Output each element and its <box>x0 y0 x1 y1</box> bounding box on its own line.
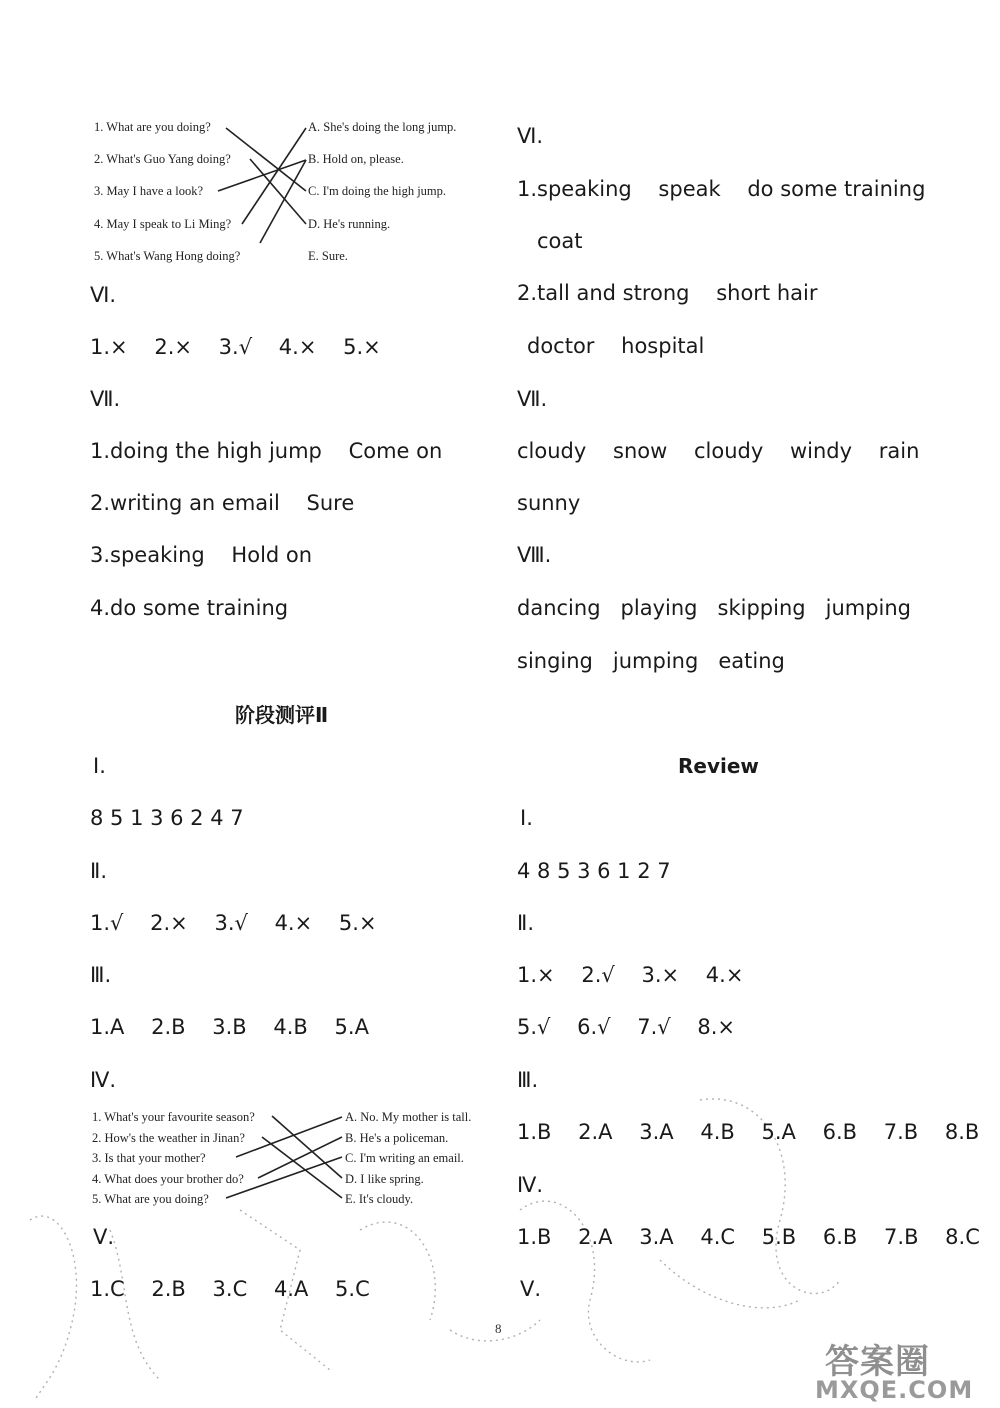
review-section-2-heading: Ⅱ. <box>517 911 535 935</box>
left-section-7-line-3: 3.speaking Hold on <box>90 543 313 567</box>
match1-left-1: 1. What are you doing? <box>94 120 211 134</box>
test2-title: 阶段测评Ⅱ <box>235 703 329 727</box>
left-section-7-line-2: 2.writing an email Sure <box>90 491 355 515</box>
review-section-5-heading: Ⅴ. <box>520 1277 542 1301</box>
test2-section-5-heading: Ⅴ. <box>93 1225 115 1249</box>
match1-left-2: 2. What's Guo Yang doing? <box>94 152 231 166</box>
watermark-url: MXQE.COM <box>815 1376 974 1404</box>
test2-section-5-answers: 1.C 2.B 3.C 4.A 5.C <box>90 1277 370 1301</box>
match2-left-1: 1. What's your favourite season? <box>92 1110 255 1124</box>
review-section-4-heading: Ⅳ. <box>517 1173 544 1197</box>
right-section-8-line-1: dancing playing skipping jumping <box>517 596 912 620</box>
match2-right-e: E. It's cloudy. <box>345 1192 414 1206</box>
match1-right-a: A. She's doing the long jump. <box>308 120 457 134</box>
match2-right-d: D. I like spring. <box>345 1172 424 1186</box>
match2-right-a: A. No. My mother is tall. <box>345 1110 472 1124</box>
review-section-2-line-1: 1.× 2.√ 3.× 4.× <box>517 963 744 987</box>
right-section-6-line-1: 1.speaking speak do some training <box>517 177 926 201</box>
match2-left-5: 5. What are you doing? <box>92 1192 209 1206</box>
match2-left-4: 4. What does your brother do? <box>92 1172 244 1186</box>
right-section-8-heading: Ⅷ. <box>517 543 552 567</box>
right-section-7-line-1: cloudy snow cloudy windy rain <box>517 439 920 463</box>
left-section-7-line-1: 1.doing the high jump Come on <box>90 439 443 463</box>
match1-right-c: C. I'm doing the high jump. <box>308 184 447 198</box>
match2-right-c: C. I'm writing an email. <box>345 1151 464 1165</box>
right-section-7-heading: Ⅶ. <box>517 387 548 411</box>
test2-section-2-heading: Ⅱ. <box>90 859 108 883</box>
left-section-6-answers: 1.× 2.× 3.√ 4.× 5.× <box>90 335 381 359</box>
review-section-4-answers: 1.B 2.A 3.A 4.C 5.B 6.B 7.B 8.C <box>517 1225 980 1249</box>
match1-left-3: 3. May I have a look? <box>94 184 203 198</box>
review-title: Review <box>678 754 759 778</box>
match1-left-5: 5. What's Wang Hong doing? <box>94 249 241 263</box>
page-number: 8 <box>495 1321 502 1336</box>
right-section-7-line-2: sunny <box>517 491 581 515</box>
right-section-6-heading: Ⅵ. <box>517 124 544 148</box>
review-section-3-heading: Ⅲ. <box>517 1068 539 1092</box>
match1-right-e: E. Sure. <box>308 249 348 263</box>
review-section-1-answers: 4 8 5 3 6 1 2 7 <box>517 859 671 883</box>
match1-left-4: 4. May I speak to Li Ming? <box>94 217 232 231</box>
left-section-6-heading: Ⅵ. <box>90 283 117 307</box>
test2-section-2-answers: 1.√ 2.× 3.√ 4.× 5.× <box>90 911 377 935</box>
test2-section-3-heading: Ⅲ. <box>90 963 112 987</box>
review-section-1-heading: Ⅰ. <box>520 806 533 830</box>
right-section-6-line-2b: doctor hospital <box>527 334 705 358</box>
test2-section-3-answers: 1.A 2.B 3.B 4.B 5.A <box>90 1015 369 1039</box>
match1-right-d: D. He's running. <box>308 217 391 231</box>
test2-section-4-heading: Ⅳ. <box>90 1068 117 1092</box>
match2-right-b: B. He's a policeman. <box>345 1131 449 1145</box>
watermark-logo: 答案圈 <box>825 1342 930 1382</box>
review-section-2-line-2: 5.√ 6.√ 7.√ 8.× <box>517 1015 735 1039</box>
right-section-8-line-2: singing jumping eating <box>517 649 785 673</box>
left-section-7-line-4: 4.do some training <box>90 596 289 620</box>
match2-left-2: 2. How's the weather in Jinan? <box>92 1131 245 1145</box>
left-section-7-heading: Ⅶ. <box>90 387 121 411</box>
match1-right-b: B. Hold on, please. <box>308 152 404 166</box>
right-section-6-line-1b: coat <box>537 229 583 253</box>
test2-section-1-heading: Ⅰ. <box>93 754 106 778</box>
review-section-3-answers: 1.B 2.A 3.A 4.B 5.A 6.B 7.B 8.B <box>517 1120 980 1144</box>
match2-left-3: 3. Is that your mother? <box>92 1151 206 1165</box>
test2-section-1-answers: 8 5 1 3 6 2 4 7 <box>90 806 244 830</box>
right-section-6-line-2: 2.tall and strong short hair <box>517 281 818 305</box>
